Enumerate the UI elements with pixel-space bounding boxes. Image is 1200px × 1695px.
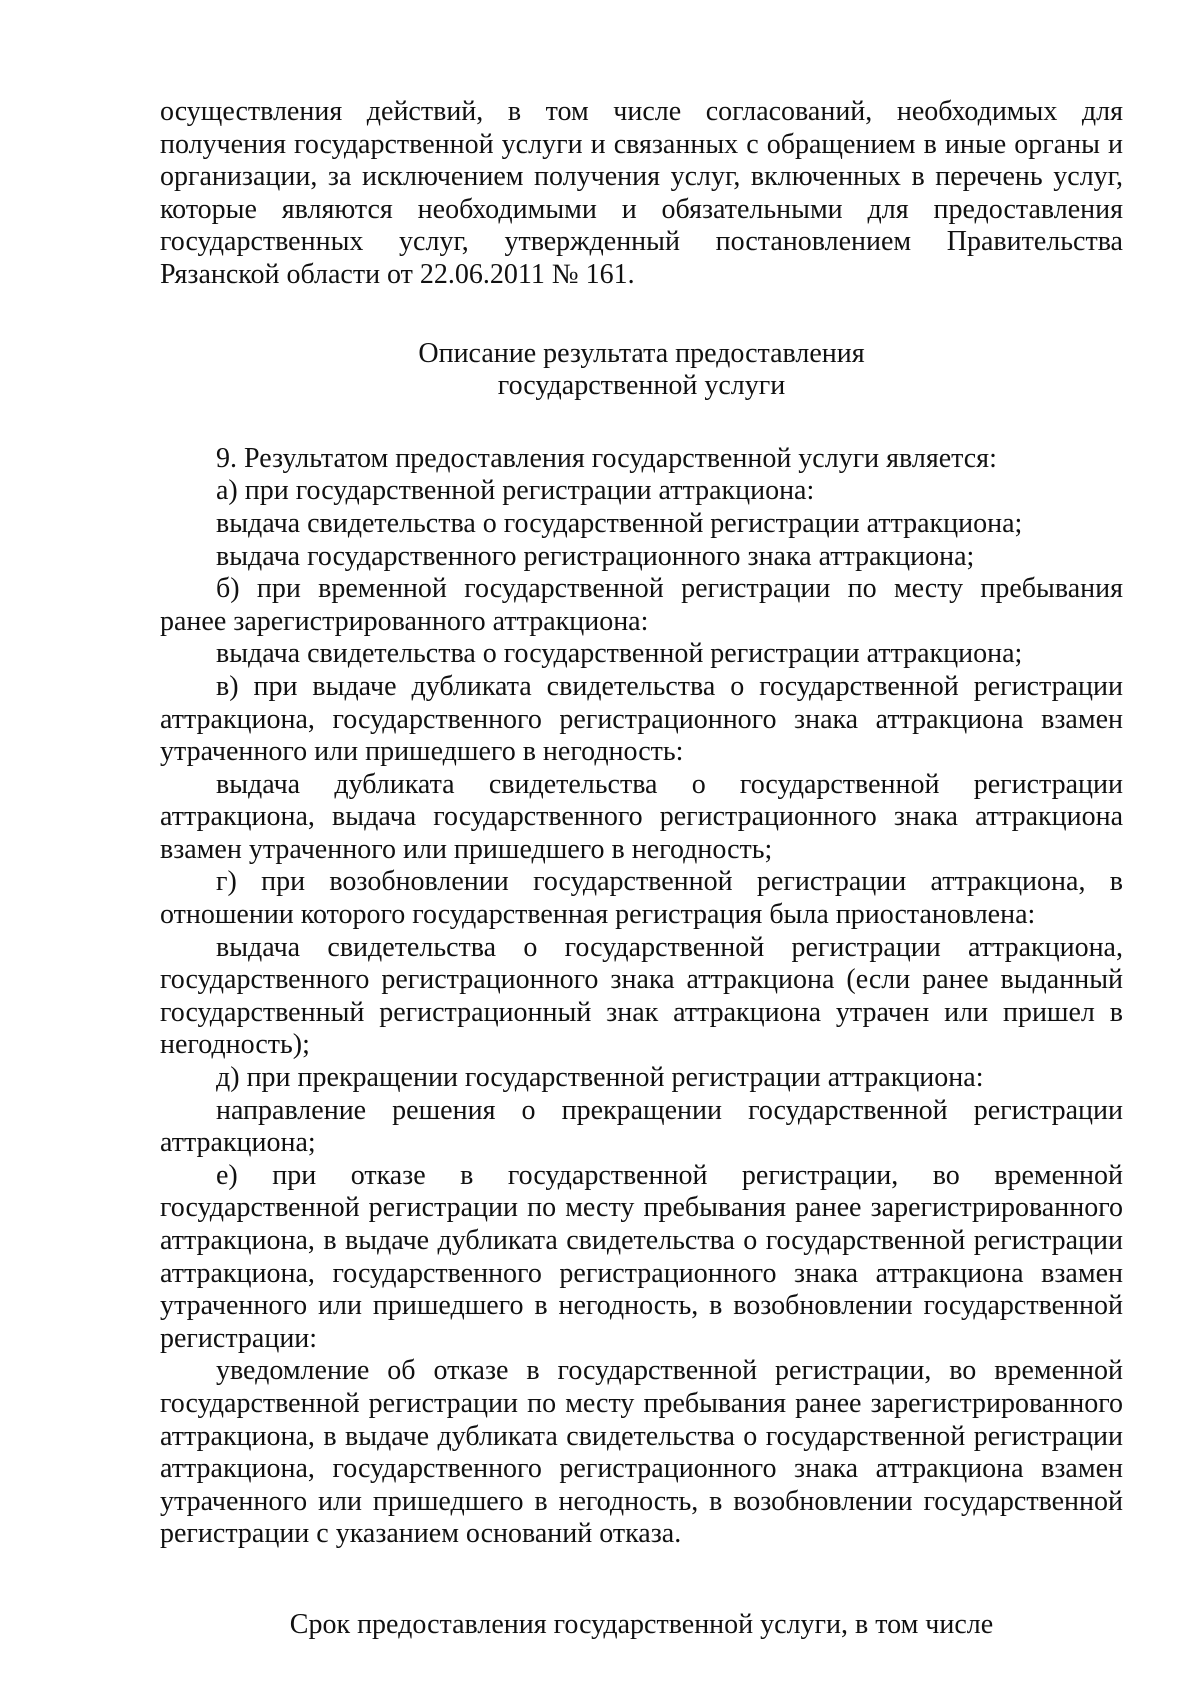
final-heading: Срок предоставления государственной услуги, в том числе bbox=[289, 1608, 994, 1640]
item-d: д) при прекращении государственной регистрации аттракциона: bbox=[216, 1062, 984, 1094]
item-a: а) при государственной регистрации аттракциона: bbox=[216, 475, 815, 507]
item-b-result: выдача свидетельства о государственной регистрации аттракциона; bbox=[216, 638, 1023, 670]
item-d-result: направление решения о прекращении государственной регистрации аттракциона; bbox=[160, 1094, 1123, 1159]
intro-paragraph: осуществления действий, в том числе согласований, необходимых для получения государственной услуги и связанных с обращением в иные органы и организации, за исключением получения услуг, включенных в перечень услуг, которые являются необходимыми и обязательными для предоставления государственных услуг, утвержденный постановлением Правительства Рязанской области от 22.06.2011 № 161. bbox=[160, 96, 1123, 290]
item-b: б) при временной государственной регистрации по месту пребывания ранее зарегистрированного аттракциона: bbox=[160, 573, 1123, 637]
section-heading-line-1: Описание результата предоставления bbox=[418, 337, 865, 369]
item-e-result: уведомление об отказе в государственной регистрации, во временной государственной регистрации по месту пребывания ранее зарегистрированного аттракциона, в выдаче дубликата свидетельства о государственной регистрации аттракциона, государственного регистрационного знака аттракциона взамен утраченного или пришедшего в негодность, в возобновлении государственной регистрации с указанием оснований отказа. bbox=[160, 1355, 1123, 1550]
document-page bbox=[160, 96, 1123, 1642]
item-v-result: выдача дубликата свидетельства о государственной регистрации аттракциона, выдача государственного регистрационного знака аттракциона взамен утраченного или пришедшего в негодность; bbox=[160, 768, 1123, 865]
item-a-result-2: выдача государственного регистрационного знака аттракциона; bbox=[216, 540, 975, 572]
result-section bbox=[160, 443, 1123, 1551]
section-heading-line-2: государственной услуги bbox=[497, 370, 786, 402]
paragraph-9: 9. Результатом предоставления государственной услуги является: bbox=[216, 442, 997, 474]
item-g-result: выдача свидетельства о государственной регистрации аттракциона, государственного регистрационного знака аттракциона (если ранее выданный государственный регистрационный знак аттракциона утрачен или пришел в негодность); bbox=[160, 931, 1123, 1061]
item-g: г) при возобновлении государственной регистрации аттракциона, в отношении которого государственная регистрация была приостановлена: bbox=[160, 866, 1123, 931]
item-e: е) при отказе в государственной регистрации, во временной государственной регистрации по месту пребывания ранее зарегистрированного аттракциона, в выдаче дубликата свидетельства о государственной регистрации аттракциона, государственного регистрационного знака аттракциона взамен утраченного или пришедшего в негодность, в возобновлении государственной регистрации: bbox=[160, 1159, 1123, 1354]
item-v: в) при выдаче дубликата свидетельства о государственной регистрации аттракциона, государственного регистрационного знака аттракциона взамен утраченного или пришедшего в негодность: bbox=[160, 670, 1123, 768]
item-a-result-1: выдача свидетельства о государственной регистрации аттракциона; bbox=[216, 507, 1023, 539]
